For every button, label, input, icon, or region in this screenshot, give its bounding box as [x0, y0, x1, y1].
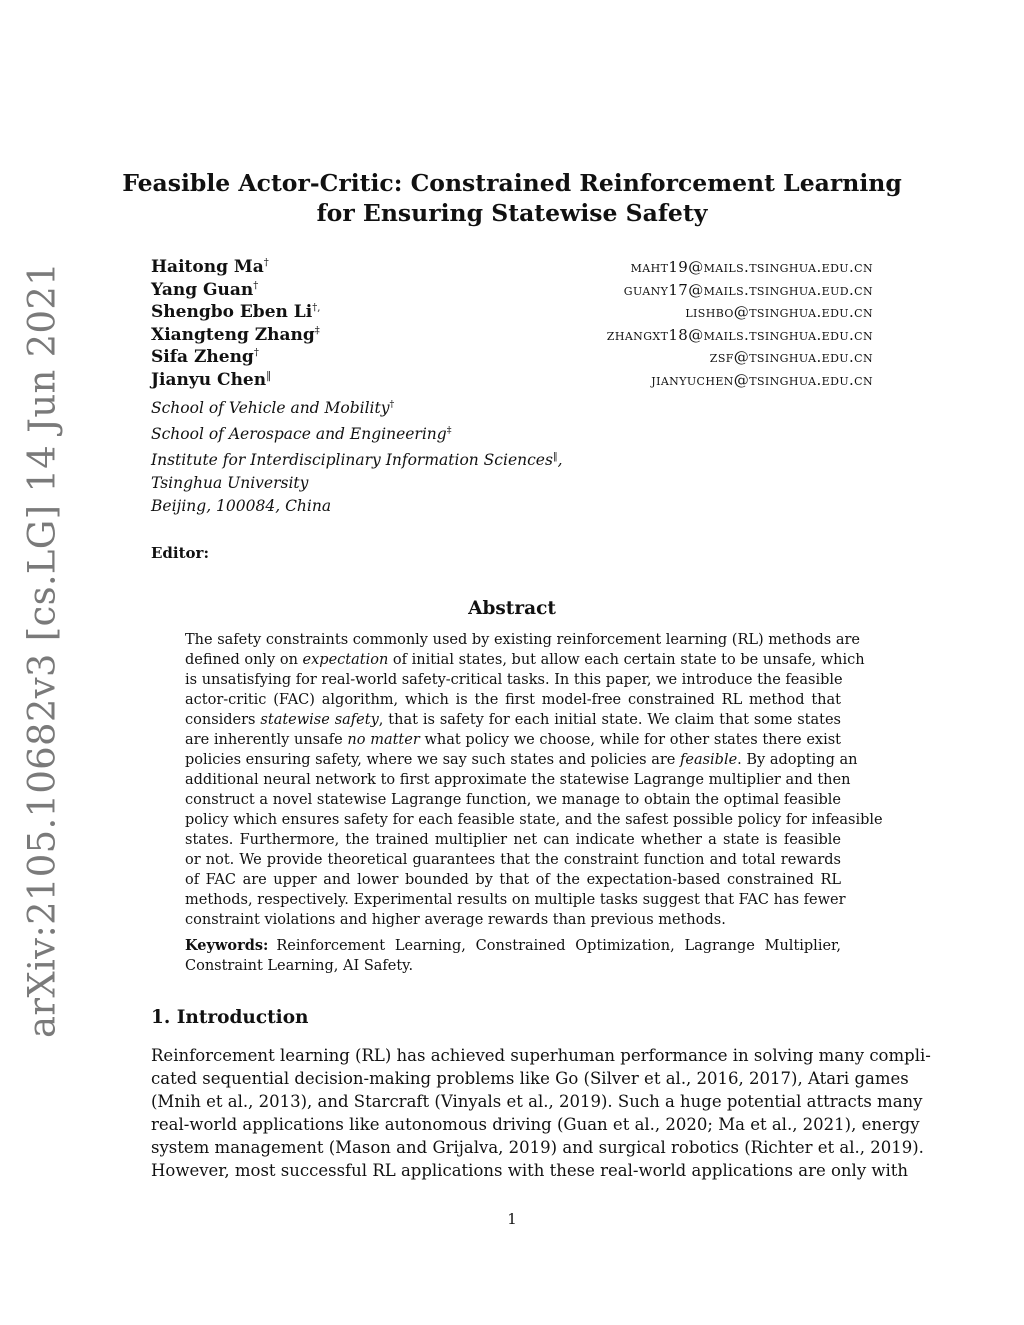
abstract-line: constraint violations and higher average rewards than previous methods. — [185, 912, 726, 928]
affiliation-line: Tsinghua University — [151, 473, 309, 492]
author-name: Haitong Ma† — [151, 257, 269, 277]
abstract-line: of FAC are upper and lower bounded by that of the expectation-based constrained RL — [185, 872, 841, 888]
abstract-line: additional neural network to first approximate the statewise Lagrange multiplier and then — [185, 772, 851, 788]
author-row — [151, 370, 873, 393]
abstract-line: construct a novel statewise Lagrange function, we manage to obtain the optimal feasible — [185, 792, 841, 808]
body-line: (Mnih et al., 2013), and Starcraft (Vinyals et al., 2019). Such a huge potential attracts many — [151, 1092, 923, 1111]
author-email: zhangxt18@mails.tsinghua.edu.cn — [606, 325, 873, 344]
affiliation-mark: † — [389, 399, 395, 410]
abstract-line: policies ensuring safety, where we say such states and policies are feasible. By adopting an — [185, 752, 858, 768]
affiliation-line: Beijing, 100084, China — [151, 496, 332, 515]
abstract-body — [185, 630, 883, 930]
author-row — [151, 347, 873, 370]
affiliation-mark: † — [263, 257, 269, 269]
editor-label: Editor: — [151, 544, 209, 562]
author-email: zsf@tsinghua.edu.cn — [709, 348, 873, 366]
affiliations — [151, 394, 563, 517]
affiliation-line: Institute for Interdisciplinary Information Sciences‖, — [151, 450, 563, 470]
affiliation-mark: ‡ — [446, 424, 452, 436]
body-line: system management (Mason and Grijalva, 2019) and surgical robotics (Richter et al., 2019). — [151, 1138, 924, 1157]
author-name: Sifa Zheng† — [151, 347, 259, 367]
author-email: guany17@mails.tsinghua.eud.cn — [623, 280, 873, 299]
author-row — [151, 257, 873, 280]
paper-title — [120, 168, 904, 228]
abstract-line: The safety constraints commonly used by existing reinforcement learning (RL) methods are — [185, 632, 860, 648]
author-email: maht19@mails.tsinghua.edu.cn — [630, 258, 873, 276]
abstract-line: states. Furthermore, the trained multiplier net can indicate whether a state is feasible — [185, 832, 841, 848]
abstract-heading: Abstract — [468, 598, 556, 619]
abstract-line: are inherently unsafe no matter what policy we choose, while for other states there exist — [185, 732, 841, 748]
author-row — [151, 325, 873, 348]
title-line: for Ensuring Statewise Safety — [316, 199, 708, 227]
author-email: jianyuchen@tsinghua.edu.cn — [651, 370, 873, 389]
affiliation-line: School of Aerospace and Engineering‡ — [151, 424, 452, 444]
affiliation-mark: ‡ — [314, 324, 320, 336]
abstract-line: is unsatisfying for real-world safety-critical tasks. In this paper, we introduce the feasible — [185, 672, 843, 688]
affiliation-mark: ‖ — [266, 369, 272, 381]
page-number: 1 — [507, 1210, 517, 1228]
affiliation-line: School of Vehicle and Mobility† — [151, 399, 395, 418]
abstract-line: methods, respectively. Experimental results on multiple tasks suggest that FAC has fewer — [185, 892, 846, 908]
title-line: Feasible Actor-Critic: Constrained Reinforcement Learning — [122, 169, 902, 197]
author-name: Jianyu Chen‖ — [151, 369, 272, 390]
abstract-line: actor-critic (FAC) algorithm, which is the first model-free constrained RL method that — [185, 692, 841, 708]
affiliation-mark: ‖ — [552, 450, 558, 462]
keywords-label: Keywords: — [185, 937, 269, 954]
abstract-line: considers statewise safety, that is safety for each initial state. We claim that some states — [185, 712, 841, 728]
keywords-line: Constraint Learning, AI Safety. — [185, 958, 414, 974]
introduction-body — [151, 1044, 931, 1182]
body-line: However, most successful RL applications with these real-world applications are only with — [151, 1161, 909, 1180]
author-email: lishbo@tsinghua.edu.cn — [685, 303, 873, 321]
body-line: cated sequential decision-making problems like Go (Silver et al., 2016, 2017), Atari games — [151, 1069, 909, 1088]
body-line: real-world applications like autonomous driving (Guan et al., 2020; Ma et al., 2021), energy — [151, 1115, 920, 1134]
keywords-line: Keywords: Reinforcement Learning, Constrained Optimization, Lagrange Multiplier, — [185, 937, 841, 954]
affiliation-mark: † — [253, 279, 259, 291]
affiliation-mark: †, — [312, 302, 321, 314]
keywords — [185, 936, 841, 976]
author-row — [151, 302, 873, 325]
author-name: Xiangteng Zhang‡ — [151, 324, 320, 345]
author-row — [151, 280, 873, 303]
author-name: Shengbo Eben Li†, — [151, 302, 321, 322]
author-name: Yang Guan† — [151, 279, 259, 300]
abstract-line: policy which ensures safety for each feasible state, and the safest possible policy for infeasible — [185, 812, 883, 828]
section-heading: 1. Introduction — [151, 1007, 309, 1028]
arxiv-stamp: arXiv:2105.10682v3 [cs.LG] 14 Jun 2021 — [20, 261, 64, 1039]
abstract-line: defined only on expectation of initial states, but allow each certain state to be unsafe, which — [185, 652, 865, 668]
body-line: Reinforcement learning (RL) has achieved superhuman performance in solving many compli- — [151, 1046, 931, 1065]
author-list — [151, 257, 873, 392]
affiliation-mark: † — [253, 347, 259, 359]
abstract-line: or not. We provide theoretical guarantees that the constraint function and total rewards — [185, 852, 841, 868]
